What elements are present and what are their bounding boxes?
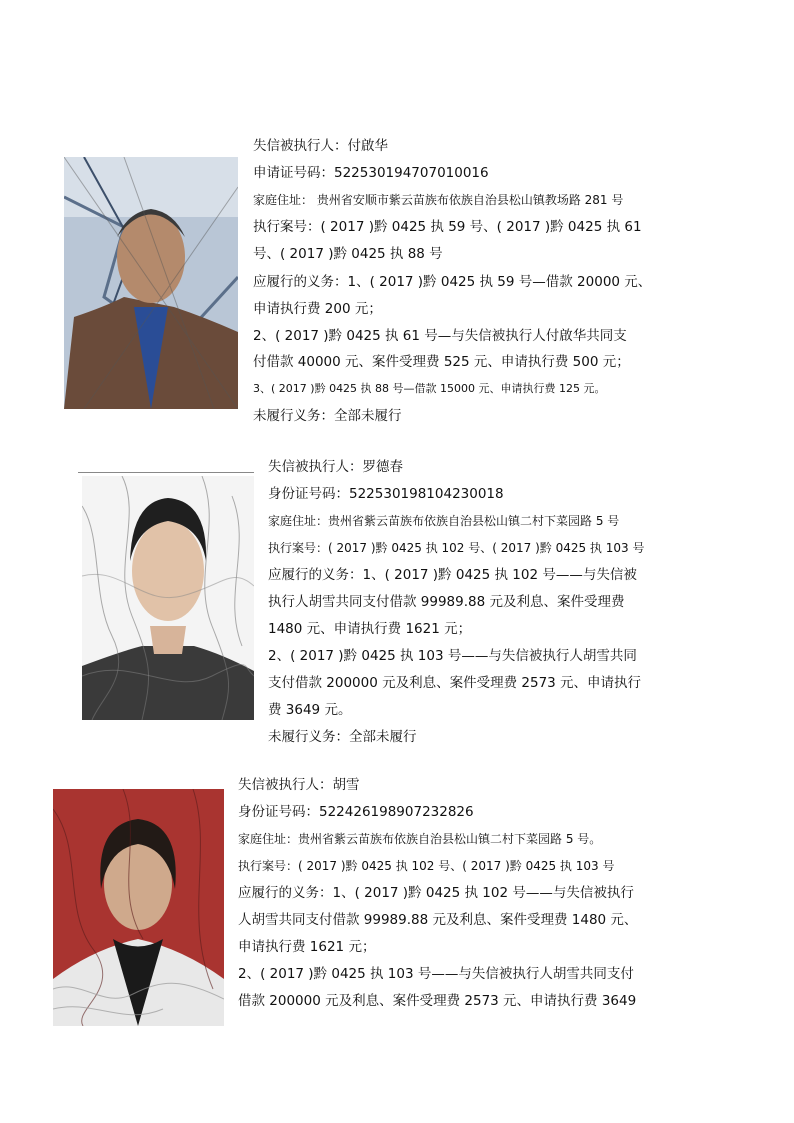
debtor-name: 失信被执行人：罗德春 <box>268 459 403 475</box>
id-number: 申请证号码：522530194707010016 <box>253 165 489 181</box>
record-2-text <box>268 457 708 747</box>
obligation-cont-2: 申请执行费 1621 元； <box>238 939 376 955</box>
obligation: 应履行的义务：1、( 2017 )黔 0425 执 102 号——与失信被 <box>268 567 637 583</box>
obligation-item-2-cont: 借款 200000 元及利息、案件受理费 2573 元、申请执行费 3649 <box>238 993 637 1009</box>
obligation-item-2-cont-2: 费 3649 元。 <box>268 702 352 718</box>
person-photo <box>53 789 224 1026</box>
obligation-item-2: 2、( 2017 )黔 0425 执 61 号—与失信被执行人付啟华共同支 <box>253 328 627 344</box>
divider-line <box>78 472 254 473</box>
obligation-item-3: 3、( 2017 )黔 0425 执 88 号—借款 15000 元、申请执行费 125 元。 <box>253 382 606 395</box>
record-1-text <box>253 136 703 426</box>
id-number: 身份证号码：522530198104230018 <box>268 486 504 502</box>
case-number: 执行案号：( 2017 )黔 0425 执 102 号、( 2017 )黔 0425 执 103 号 <box>238 859 615 873</box>
id-number: 身份证号码：522426198907232826 <box>238 804 474 820</box>
debtor-name: 失信被执行人：付啟华 <box>253 138 388 154</box>
unfulfilled-status: 未履行义务：全部未履行 <box>268 729 417 745</box>
obligation-item-2-cont: 支付借款 200000 元及利息、案件受理费 2573 元、申请执行 <box>268 675 642 691</box>
obligation-item-2-cont: 付借款 40000 元、案件受理费 525 元、申请执行费 500 元； <box>253 354 630 370</box>
obligation-cont: 申请执行费 200 元； <box>253 301 382 317</box>
obligation-item-2: 2、( 2017 )黔 0425 执 103 号——与失信被执行人胡雪共同支付 <box>238 966 634 982</box>
debtor-name: 失信被执行人：胡雪 <box>238 777 360 793</box>
person-photo <box>64 157 238 409</box>
home-address: 家庭住址：贵州省紫云苗族布依族自治县松山镇二村下菜园路 5 号。 <box>238 832 602 846</box>
home-address: 家庭住址： 贵州省安顺市紫云苗族布依族自治县松山镇教场路 281 号 <box>253 193 624 207</box>
unfulfilled-status: 未履行义务：全部未履行 <box>253 408 402 424</box>
obligation-cont: 执行人胡雪共同支付借款 99989.88 元及利息、案件受理费 <box>268 594 625 610</box>
case-number: 执行案号：( 2017 )黔 0425 执 59 号、( 2017 )黔 0425 执 61 <box>253 219 642 235</box>
record-3-text <box>238 775 698 1020</box>
obligation: 应履行的义务：1、( 2017 )黔 0425 执 59 号—借款 20000 元、 <box>253 274 652 290</box>
obligation-cont-2: 1480 元、申请执行费 1621 元； <box>268 621 472 637</box>
obligation-cont: 人胡雪共同支付借款 99989.88 元及利息、案件受理费 1480 元、 <box>238 912 638 928</box>
obligation-item-2: 2、( 2017 )黔 0425 执 103 号——与失信被执行人胡雪共同 <box>268 648 637 664</box>
obligation: 应履行的义务：1、( 2017 )黔 0425 执 102 号——与失信被执行 <box>238 885 634 901</box>
case-number-cont: 号、( 2017 )黔 0425 执 88 号 <box>253 246 443 262</box>
case-number: 执行案号：( 2017 )黔 0425 执 102 号、( 2017 )黔 0425 执 103 号 <box>268 541 645 555</box>
home-address: 家庭住址：贵州省紫云苗族布依族自治县松山镇二村下菜园路 5 号 <box>268 514 620 528</box>
person-photo <box>82 476 254 720</box>
